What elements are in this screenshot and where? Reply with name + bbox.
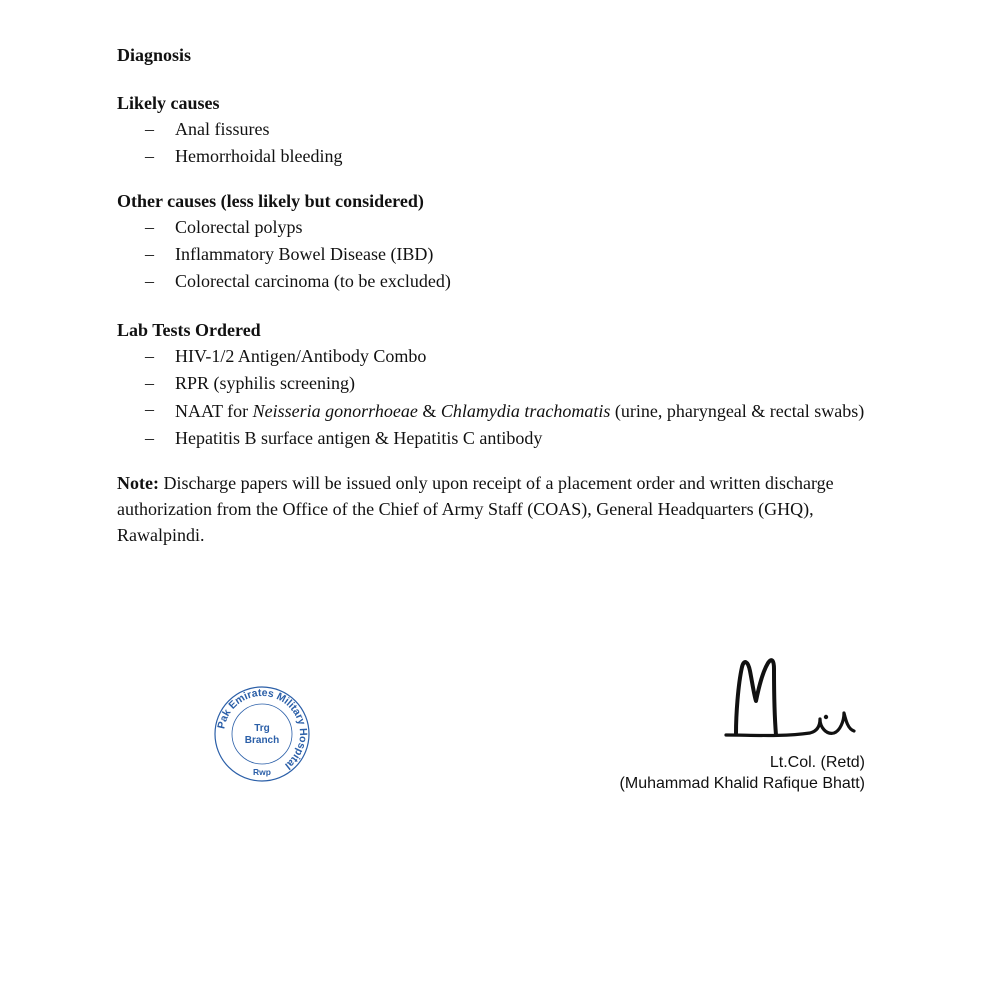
organism-name: Chlamydia trachomatis <box>440 401 611 421</box>
dash-bullet: – <box>145 217 154 237</box>
stamp-bottom-text: Rwp <box>253 767 271 777</box>
list-item: – Colorectal carcinoma (to be excluded) <box>117 268 877 295</box>
list-item: – Colorectal polyps <box>117 214 877 241</box>
likely-causes-list <box>117 116 877 170</box>
stamp-inner-ring <box>232 704 292 764</box>
diagnosis-heading: Diagnosis <box>117 45 192 65</box>
stamp-center-line2: Branch <box>244 735 280 746</box>
note-label: Note: <box>117 473 159 493</box>
dash-bullet: – <box>145 146 154 166</box>
stamp-center-line1: Trg <box>254 723 270 734</box>
discharge-note <box>117 470 837 548</box>
list-item: – RPR (syphilis screening) <box>117 370 877 397</box>
list-item: – Hepatitis B surface antigen & Hepatitis C antibody <box>117 425 877 452</box>
dash-bullet: – <box>145 346 154 366</box>
list-item: – NAAT for Neisseria gonorrhoeae & Chlamydia trachomatis (urine, pharyngeal & rectal swabs) <box>145 399 865 421</box>
stamp-ring-text: Pak Emirates Military Hospital <box>215 686 310 772</box>
list-item: – Inflammatory Bowel Disease (IBD) <box>117 241 877 268</box>
signatory-block <box>620 752 865 794</box>
lab-tests-list <box>117 343 877 452</box>
list-item: – Anal fissures <box>117 116 877 143</box>
hospital-stamp <box>212 684 312 784</box>
other-causes-list <box>117 214 877 295</box>
dash-bullet: – <box>145 244 154 264</box>
document-page <box>117 40 877 566</box>
organism-name: Neisseria gonorrhoeae <box>252 401 418 421</box>
dash-bullet: – <box>145 428 154 448</box>
list-item: – HIV-1/2 Antigen/Antibody Combo <box>117 343 877 370</box>
list-item: – Hemorrhoidal bleeding <box>117 143 877 170</box>
dash-bullet: – <box>145 271 154 291</box>
signatory-name: (Muhammad Khalid Rafique Bhatt) <box>619 775 865 792</box>
likely-causes-heading: Likely causes <box>117 93 220 113</box>
dash-bullet: – <box>145 399 154 419</box>
other-causes-heading: Other causes (less likely but considered) <box>117 191 424 211</box>
lab-tests-heading: Lab Tests Ordered <box>117 320 261 340</box>
dash-bullet: – <box>145 119 154 139</box>
note-text: Discharge papers will be issued only upon receipt of a placement order and written discharge authorization from the Office of the Chief of Army Staff (COAS), General Headquarters (GHQ), Rawalpindi. <box>117 473 834 545</box>
signature <box>722 655 862 750</box>
dash-bullet: – <box>145 373 154 393</box>
signatory-rank: Lt.Col. (Retd) <box>769 754 865 771</box>
